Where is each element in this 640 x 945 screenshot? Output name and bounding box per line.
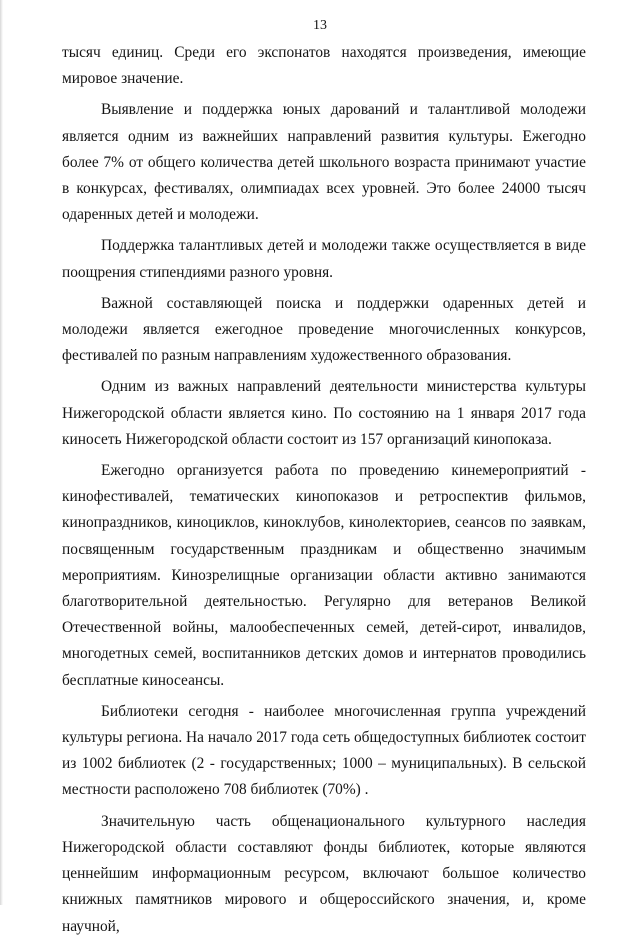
document-body	[62, 40, 586, 945]
paragraph: Поддержка талантливых детей и молодежи также осуществляется в виде поощрения стипендиями разного уровня.	[62, 237, 586, 281]
paragraph: тысяч единиц. Среди его экспонатов находятся произведения, имеющие мировое значение.	[62, 44, 586, 88]
paragraph: Ежегодно организуется работа по проведению кинемероприятий - кинофестивалей, тематических кинопоказов и ретроспектив фильмов, кинопраздников, киноциклов, киноклубов, кинолекториев, сеансов по заявкам, посвященным государственным праздникам и общественно значимым мероприятиям. Кинозрелищные организации области активно занимаются благотворительной деятельностью. Регулярно для ветеранов Великой Отечественной войны, малообеспеченных семей, детей-сирот, инвалидов, многодетных семей, воспитанников детских домов и интернатов проводились бесплатные киносеансы.	[62, 462, 586, 689]
page-number: 13	[313, 18, 327, 33]
paragraph: Значительную часть общенационального культурного наследия Нижегородской области составляют фонды библиотек, которые являются ценнейшим информационным ресурсом, включают большое количество книжных памятников мирового и общероссийского значения, и, кроме научной,	[62, 812, 586, 935]
paragraph: Выявление и поддержка юных дарований и талантливой молодежи является одним из важнейших направлений развития культуры. Ежегодно более 7% от общего количества детей школьного возраста принимают участие в конкурсах, фестивалях, олимпиадах всех уровней. Это более 24000 тысяч одаренных детей и молодежи.	[62, 101, 586, 224]
paragraph: Библиотеки сегодня - наиболее многочисленная группа учреждений культуры региона. На начало 2017 года сеть общедоступных библиотек состоит из 1002 библиотек (2 - государственных; 1000 – муниципальных). В сельской местности расположено 708 библиотек (70%) .	[62, 702, 587, 799]
paragraph: Важной составляющей поиска и поддержки одаренных детей и молодежи является ежегодное проведение многочисленных конкурсов, фестивалей по разным направлениям художественного образования.	[62, 294, 586, 365]
paragraph: Одним из важных направлений деятельности министерства культуры Нижегородской области является кино. По состоянию на 1 января 2017 года киносеть Нижегородской области состоит из 157 организаций кинопоказа.	[62, 378, 586, 448]
scan-edge	[0, 0, 3, 905]
